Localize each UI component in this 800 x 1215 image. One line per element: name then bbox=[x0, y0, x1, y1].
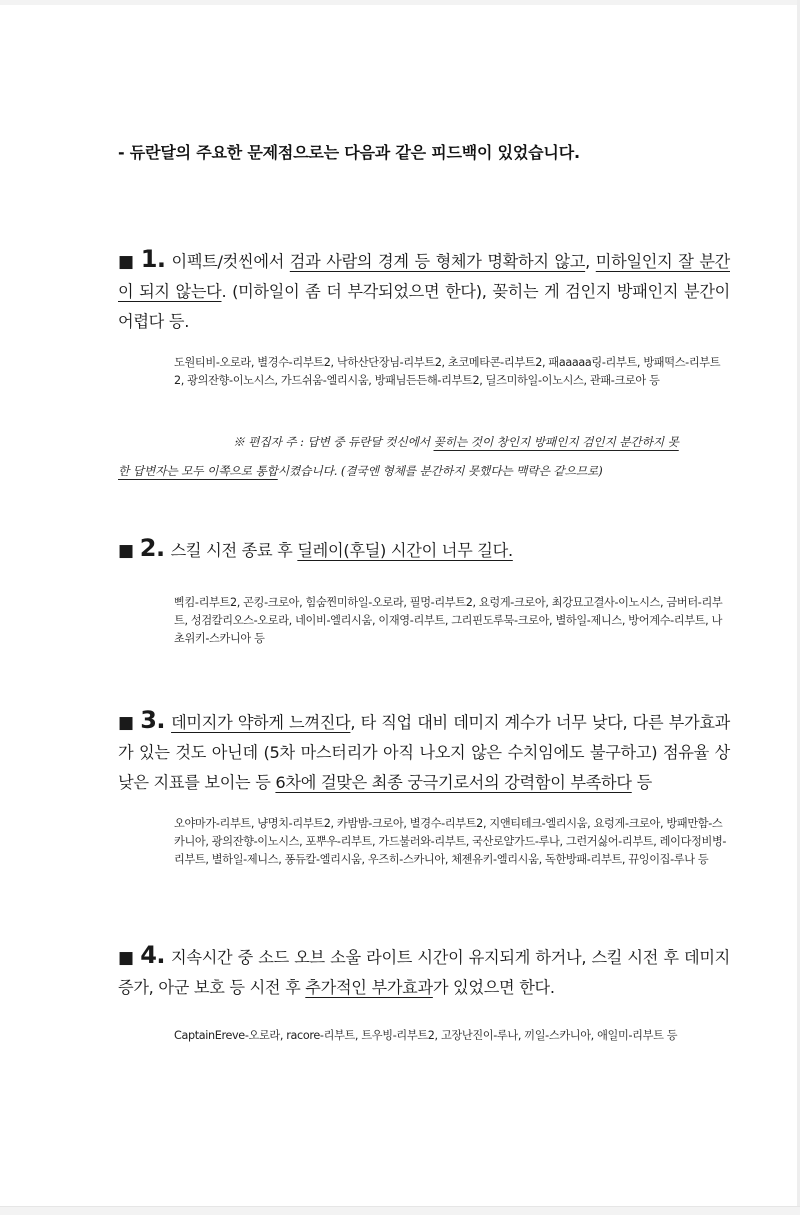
feedback-item-1 bbox=[118, 244, 730, 337]
item-text: , bbox=[585, 252, 596, 271]
editor-note-text: 시켰습니다. (결국엔 형체를 분간하지 못했다는 맥락은 같으므로) bbox=[277, 464, 603, 478]
feedback-item-2-respondents: 삑킴-리부트2, 곤킹-크로아, 힘숨찐미하일-오로라, 필멍-리부트2, 요렁게-크로아, 최강묘고결사-이노시스, 금버터-리부트, 성검칼리오스-오로라, 네이비-엘리시움, 이재영-리부트, 그리핀도루묵-크로아, 별하일-제니스, 방어계수-리부트, 나초위키-스카니아 등 bbox=[174, 596, 723, 645]
intro-heading: - 듀란달의 주요한 문제점으로는 다음과 같은 피드백이 있었습니다. bbox=[118, 143, 580, 162]
item-text: . (미하일이 좀 더 부각되었으면 한다), 꽂히는 게 검인지 방패인지 분간이 어렵다 등. bbox=[118, 282, 730, 331]
item-number: 2. bbox=[139, 534, 165, 562]
feedback-item-1-respondents: 도원티비-오로라, 별경수-리부트2, 낙하산단장님-리부트2, 초코메타콘-리부트2, 패aaaaa링-리부트, 방패떡스-리부트2, 광의잔향-이노시스, 가드쉬움-엘리시움, 방패님든든해-리부트2, 딜즈미하일-이노시스, 관패-크로아 등 bbox=[174, 356, 721, 387]
editor-note-line-2 bbox=[118, 457, 730, 486]
feedback-item-4 bbox=[118, 940, 730, 1003]
item-text-underlined: 딜레이(후딜) 시간이 너무 길다. bbox=[297, 541, 513, 560]
item-text-underlined: 검과 사람의 경계 등 형체가 명확하지 않고 bbox=[289, 252, 586, 271]
item-text: , 타 직업 대비 데미지 계수가 너무 낮다, 다른 부가효과가 있는 것도 아닌데 (5차 마스터리가 아직 나오지 않은 수치임에도 불구하고) 점유율 상 낮은 지표를 보이는 등 bbox=[118, 713, 730, 792]
editor-note bbox=[118, 428, 730, 486]
editor-note-text-underlined: 한 답변자는 모두 이쪽으로 통합 bbox=[118, 464, 278, 478]
item-number: 3. bbox=[140, 706, 166, 734]
item-number: 1. bbox=[140, 245, 166, 273]
item-text-underlined: 추가적인 부가효과 bbox=[305, 978, 433, 997]
item-number: 4. bbox=[140, 941, 166, 969]
feedback-item-4-respondents: CaptainEreve-오로라, racore-리부트, 트우빙-리부트2, 고장난진이-루나, 끼일-스카니아, 애일미-리부트 등 bbox=[174, 1029, 678, 1042]
item-text-underlined: 데미지가 약하게 느껴진다 bbox=[171, 713, 351, 732]
editor-note-line-1 bbox=[118, 428, 730, 457]
feedback-item-3-respondents: 오야마가-리부트, 냥명치-리부트2, 카밤밤-크로아, 별경수-리부트2, 지앤티테크-엘리시움, 요렁게-크로아, 방패만함-스카니아, 광의잔향-이노시스, 포뿌우-리부트, 가드불러와-리부트, 국산로얄가드-루나, 그런거싫어-리부트, 레이다정비병-리부트, 별하일-제니스, 퐁듀칼-엘리시움, 우즈히-스카니아, 체젠유키-엘리시움, 독한방패-리부트, 뀨잉이집-루나 등 bbox=[174, 817, 727, 866]
item-text: 등 bbox=[631, 773, 652, 792]
item-text: 지속시간 중 소드 오브 소울 라이트 시간이 유지되게 하거나, 스킬 시전 후 데미지 증가, 아군 보호 등 시전 후 bbox=[118, 948, 731, 997]
item-text: 가 있었으면 한다. bbox=[432, 978, 555, 997]
item-text-underlined: 6차에 걸맞은 최종 궁극기로서의 강력함이 부족하다 bbox=[275, 773, 632, 792]
page-top-edge bbox=[0, 0, 800, 5]
editor-note-text: ※ 편집자 주 : 답변 중 듀란달 컷신에서 bbox=[233, 435, 434, 449]
item-text: 스킬 시전 종료 후 bbox=[170, 541, 298, 560]
editor-note-text-underlined: 꽂히는 것이 창인지 방패인지 검인지 분간하지 못 bbox=[433, 435, 679, 449]
square-bullet-icon: ■ bbox=[118, 948, 135, 968]
feedback-item-3 bbox=[118, 705, 730, 798]
feedback-item-2 bbox=[118, 533, 730, 566]
item-text-underlined: 미하일인지 잘 분간이 되지 않는다 bbox=[118, 252, 730, 301]
square-bullet-icon: ■ bbox=[118, 541, 134, 561]
square-bullet-icon: ■ bbox=[118, 713, 135, 733]
item-text: 이펙트/컷씬에서 bbox=[171, 252, 290, 271]
square-bullet-icon: ■ bbox=[118, 252, 135, 272]
